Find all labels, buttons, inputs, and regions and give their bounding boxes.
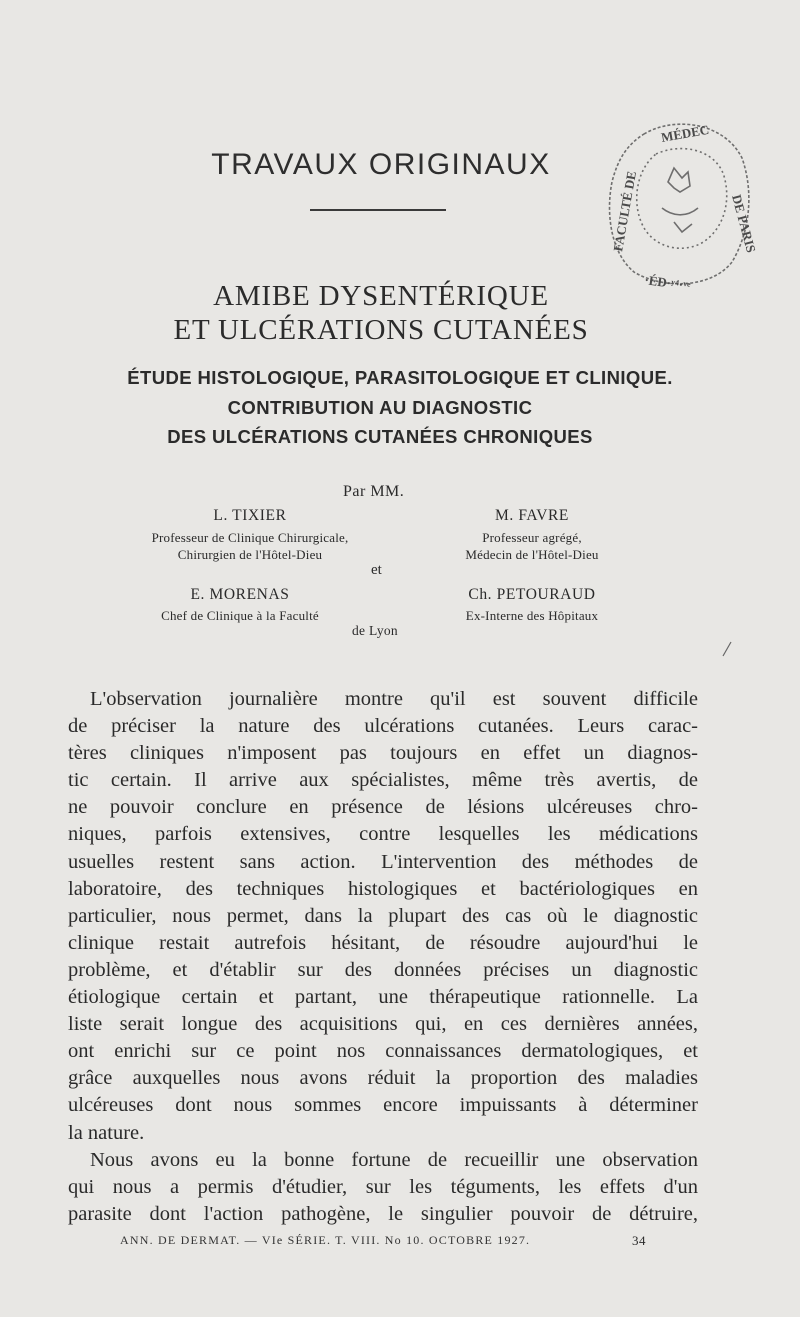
body-line: tic certain. Il arrive aux spécialistes, même très avertis, de <box>68 769 698 792</box>
article-subtitle-line-3: DES ULCÉRATIONS CUTANÉES CHRONIQUES <box>167 426 593 447</box>
body-line: qui nous a permis d'étudier, sur les téguments, les effets d'un <box>68 1175 698 1198</box>
body-line: grâce auxquelles nous avons réduit la proportion des maladies <box>68 1067 698 1090</box>
body-line: liste serait longue des acquisitions qui, en ces dernières années, <box>68 1013 698 1036</box>
body-line: parasite dont l'action pathogène, le singulier pouvoir de détruire, <box>68 1202 698 1225</box>
body-line: problème, et d'établir sur des données précises un diagnostic <box>68 958 698 981</box>
author-affiliation <box>412 529 652 563</box>
body-line: particulier, nous permet, dans la plupart des cas où le diagnostic <box>68 904 698 927</box>
page-number: 34 <box>632 1233 646 1248</box>
author-name: M. FAVRE <box>495 507 569 524</box>
body-line: ont enrichi sur ce point nos connaissances dermatologiques, et <box>68 1040 698 1063</box>
author-name: L. TIXIER <box>213 507 287 524</box>
article-subtitle-line-1: ÉTUDE HISTOLOGIQUE, PARASITOLOGIQUE ET CLINIQUE. <box>127 367 673 388</box>
body-line: laboratoire, des techniques histologiques et bactériologiques en <box>68 877 698 900</box>
affiliation-line: Chirurgien de l'Hôtel-Dieu <box>177 547 323 562</box>
body-line: de préciser la nature des ulcérations cutanées. Leurs carac- <box>68 715 698 738</box>
svg-text:MÉDEC: MÉDEC <box>659 121 711 145</box>
author-affiliation: Ex-Interne des Hôpitaux <box>465 608 599 623</box>
body-line: L'observation journalière montre qu'il est souvent difficile <box>90 688 698 710</box>
body-line: clinique restait autrefois hésitant, de résoudre aujourd'hui le <box>68 931 698 954</box>
library-stamp <box>604 112 759 294</box>
journal-citation: ANN. DE DERMAT. — VIe SÉRIE. T. VIII. No 10. OCTOBRE 1927. <box>120 1233 531 1247</box>
body-line: niques, parfois extensives, contre lesquelles les médications <box>68 823 698 846</box>
svg-text:·ÉD·ʸ⁴·ᵛᵉ: ·ÉD·ʸ⁴·ᵛᵉ <box>643 272 692 294</box>
article-body <box>68 686 698 1228</box>
body-line: la nature. <box>68 1121 145 1144</box>
svg-text:DE PARIS: DE PARIS <box>729 192 759 255</box>
author-affiliation: Chef de Clinique à la Faculté <box>161 608 319 623</box>
author-name: E. MORENAS <box>190 586 290 603</box>
authors-intro: Par MM. <box>343 483 405 500</box>
body-line: ulcéreuses dont nous sommes encore impuissants à déterminer <box>68 1094 698 1117</box>
authors-conjunction: et <box>371 562 382 578</box>
body-line: étiologique certain et partant, une thérapeutique rationnelle. La <box>68 986 698 1009</box>
body-line: ne pouvoir conclure en présence de lésions ulcéreuses chro- <box>68 796 698 819</box>
body-line: Nous avons eu la bonne fortune de recueillir une observation <box>90 1148 698 1171</box>
article-subtitle-line-2: CONTRIBUTION AU DIAGNOSTIC <box>227 397 533 418</box>
author-name: Ch. PETOURAUD <box>468 586 596 603</box>
affiliation-line: Professeur de Clinique Chirurgicale, <box>151 530 349 545</box>
article-title-line-2: ET ULCÉRATIONS CUTANÉES <box>173 314 589 346</box>
body-line: usuelles restent sans action. L'intervention des méthodes de <box>68 850 698 873</box>
affiliation-line: Médecin de l'Hôtel-Dieu <box>465 547 599 562</box>
svg-text:FACULTÉ DE: FACULTÉ DE <box>610 169 640 253</box>
author-affiliation <box>90 529 410 563</box>
heading-rule <box>310 209 446 211</box>
affiliation-line: Professeur agrégé, <box>482 530 582 545</box>
body-line: tères cliniques n'imposent pas toujours en effet un diagnos- <box>68 742 698 765</box>
article-title-line-1: AMIBE DYSENTÉRIQUE <box>213 280 549 312</box>
margin-mark <box>720 640 734 658</box>
section-heading: TRAVAUX ORIGINAUX <box>211 148 551 181</box>
authors-city: de Lyon <box>352 623 398 638</box>
